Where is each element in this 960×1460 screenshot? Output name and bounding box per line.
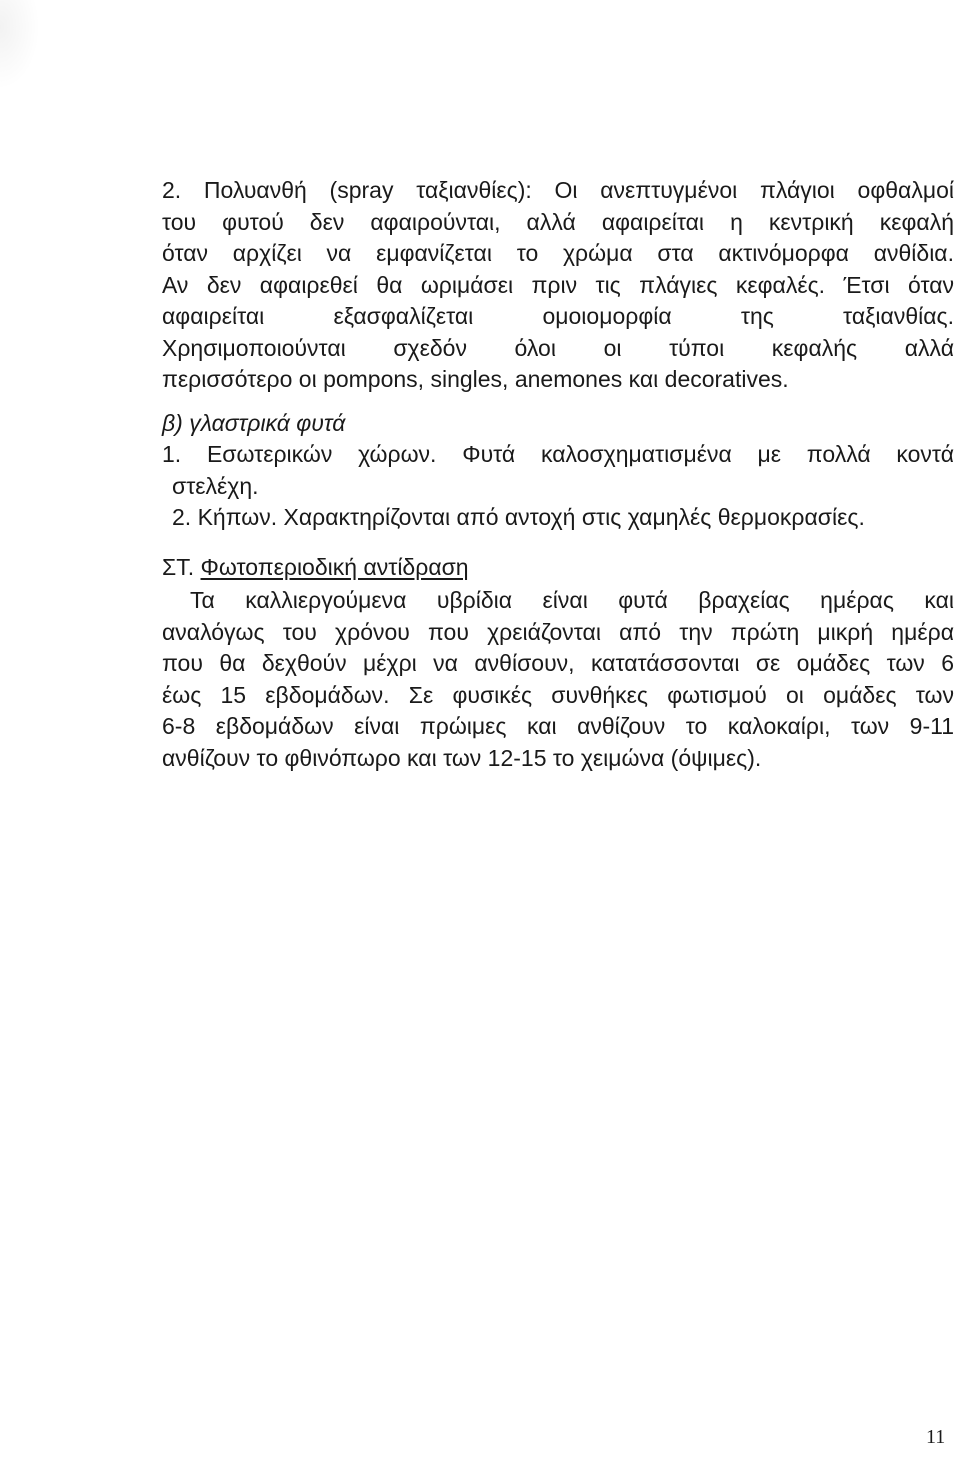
text-line: 6-8 εβδομάδων είναι πρώιμες και ανθίζουν το καλοκαίρι, των 9-11 bbox=[162, 713, 954, 739]
text-line: Χρησιμοποιούνται σχεδόν όλοι οι τύποι κεφαλής αλλά bbox=[162, 334, 954, 361]
potted-plants-section bbox=[162, 408, 954, 534]
list-item-indoor-continued: στελέχη. bbox=[172, 472, 259, 499]
text-line: που θα δεχθούν μέχρι να ανθίσουν, κατατάσσονται σε ομάδες των 6 bbox=[162, 650, 954, 676]
scan-shadow bbox=[0, 0, 40, 90]
text-line: αναλόγως του χρόνου που χρειάζονται από την πρώτη μικρή ημέρα bbox=[162, 618, 954, 645]
photoperiod-body bbox=[162, 585, 954, 774]
text-line: έως 15 εβδομάδων. Σε φυσικές συνθήκες φωτισμού οι ομάδες των bbox=[162, 681, 954, 708]
text-line: Τα καλλιεργούμενα υβρίδια είναι φυτά βραχείας ημέρας και bbox=[190, 587, 954, 613]
section-label: ΣΤ. bbox=[162, 553, 195, 580]
text-line: ανθίζουν το φθινόπωρο και των 12-15 το χειμώνα (όψιμες). bbox=[162, 744, 762, 771]
list-item-garden: 2. Κήπων. Χαρακτηρίζονται από αντοχή στις χαμηλές θερμοκρασίες. bbox=[172, 504, 865, 530]
text-line: περισσότερο οι pompons, singles, anemones και decoratives. bbox=[162, 366, 789, 392]
list-item-indoor: 1. Εσωτερικών χώρων. Φυτά καλοσχηματισμένα με πολλά κοντά bbox=[162, 441, 954, 467]
section-title: Φωτοπεριοδική αντίδραση bbox=[200, 553, 469, 580]
paragraph-spray-types bbox=[162, 175, 954, 396]
text-line: Αν δεν αφαιρεθεί θα ωριμάσει πριν τις πλάγιες κεφαλές. Έτσι όταν bbox=[162, 271, 954, 298]
text-line: του φυτού δεν αφαιρούνται, αλλά αφαιρείται η κεντρική κεφαλή bbox=[162, 208, 954, 235]
page-number: 11 bbox=[926, 1426, 946, 1448]
text-body bbox=[162, 175, 954, 774]
text-line: 2. Πολυανθή (spray ταξιανθίες): Οι ανεπτυγμένοι πλάγιοι οφθαλμοί bbox=[162, 177, 954, 203]
photoperiod-heading bbox=[162, 552, 954, 584]
photoperiod-section bbox=[162, 552, 954, 775]
potted-plants-heading: β) γλαστρικά φυτά bbox=[162, 409, 346, 436]
text-line: αφαιρείται εξασφαλίζεται ομοιομορφία της ταξιανθίας. bbox=[162, 303, 954, 329]
text-line: όταν αρχίζει να εμφανίζεται το χρώμα στα ακτινόμορφα ανθίδια. bbox=[162, 240, 954, 266]
